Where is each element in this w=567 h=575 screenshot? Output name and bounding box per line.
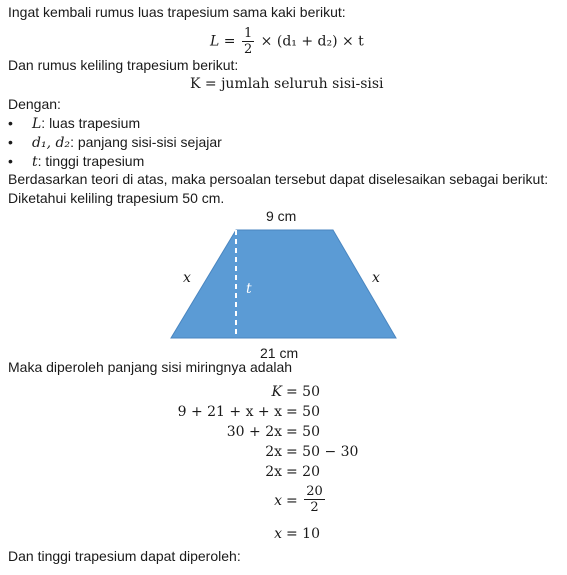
step-frac-den: 2 [310, 500, 319, 515]
left-side-label: x [183, 270, 191, 286]
perimeter-formula: K = jumlah seluruh sisi-sisi [190, 76, 384, 92]
step-lhs: 2x [265, 464, 282, 480]
step-rhs: = 50 [286, 424, 320, 440]
trapezoid-shape [171, 230, 396, 338]
bullet-desc: : luas trapesium [41, 115, 141, 131]
bottom-side-label: 21 cm [260, 345, 299, 361]
step-rhs: = 10 [286, 526, 320, 542]
area-frac-den: 2 [243, 42, 253, 57]
bullet-item-area: • [8, 115, 13, 131]
theory-line: Berdasarkan teori di atas, maka persoalan tersebut dapat diselesaikan sebagai berikut: [8, 171, 549, 187]
step-lhs: x [274, 526, 282, 542]
bullet-sym: t [32, 154, 38, 170]
step-rhs: = 20 [286, 464, 320, 480]
perimeter-intro: Dan rumus keliling trapesium berikut: [8, 57, 239, 73]
trapezoid-diagram [0, 200, 567, 365]
bullet-sym: L [32, 116, 42, 132]
area-formula-lhs: L [210, 33, 220, 50]
right-side-label: x [372, 270, 380, 286]
area-formula-fraction [242, 26, 254, 57]
step-frac [304, 484, 325, 515]
area-formula-rest: × (d₁ + d₂) × t [260, 33, 364, 50]
final-line: Dan tinggi trapesium dapat diperoleh: [8, 548, 241, 564]
step-eq: = [286, 493, 298, 509]
bullet-item-sides: • [8, 134, 13, 150]
step-rhs: = 50 − 30 [286, 444, 359, 460]
equation-step [0, 484, 567, 520]
area-formula-eq: = [223, 33, 236, 50]
height-label: t [246, 281, 252, 297]
bullet-item-height: • [8, 153, 13, 169]
step-lhs: 9 + 21 + x + x [177, 404, 282, 420]
bullet-item-sides-text [32, 134, 222, 152]
bullet-sym: d₁, d₂ [32, 135, 71, 151]
bullet-item-height-text [32, 153, 144, 171]
given-line: Diketahui keliling trapesium 50 cm. [8, 190, 225, 206]
step-rhs: = 50 [286, 384, 320, 400]
step-lhs: 30 + 2x [226, 424, 282, 440]
step-rhs-fraction [286, 484, 327, 515]
top-side-label: 9 cm [266, 208, 297, 224]
area-formula [210, 26, 364, 57]
bullet-item-area-text [32, 115, 140, 133]
slant-line: Maka diperoleh panjang sisi miringnya adalah [8, 359, 293, 375]
step-frac-num: 20 [306, 484, 323, 499]
intro-text: Ingat kembali rumus luas trapesium sama kaki berikut: [8, 4, 346, 20]
step-lhs: x [274, 493, 282, 509]
bullet-desc: : panjang sisi-sisi sejajar [70, 134, 222, 150]
bullet-desc: : tinggi trapesium [37, 153, 145, 169]
step-lhs: 2x [265, 444, 282, 460]
step-rhs: = 50 [286, 404, 320, 420]
equation-steps [0, 380, 567, 550]
area-frac-num: 1 [243, 26, 253, 41]
with-label: Dengan: [8, 96, 61, 112]
step-lhs: K [271, 384, 282, 400]
